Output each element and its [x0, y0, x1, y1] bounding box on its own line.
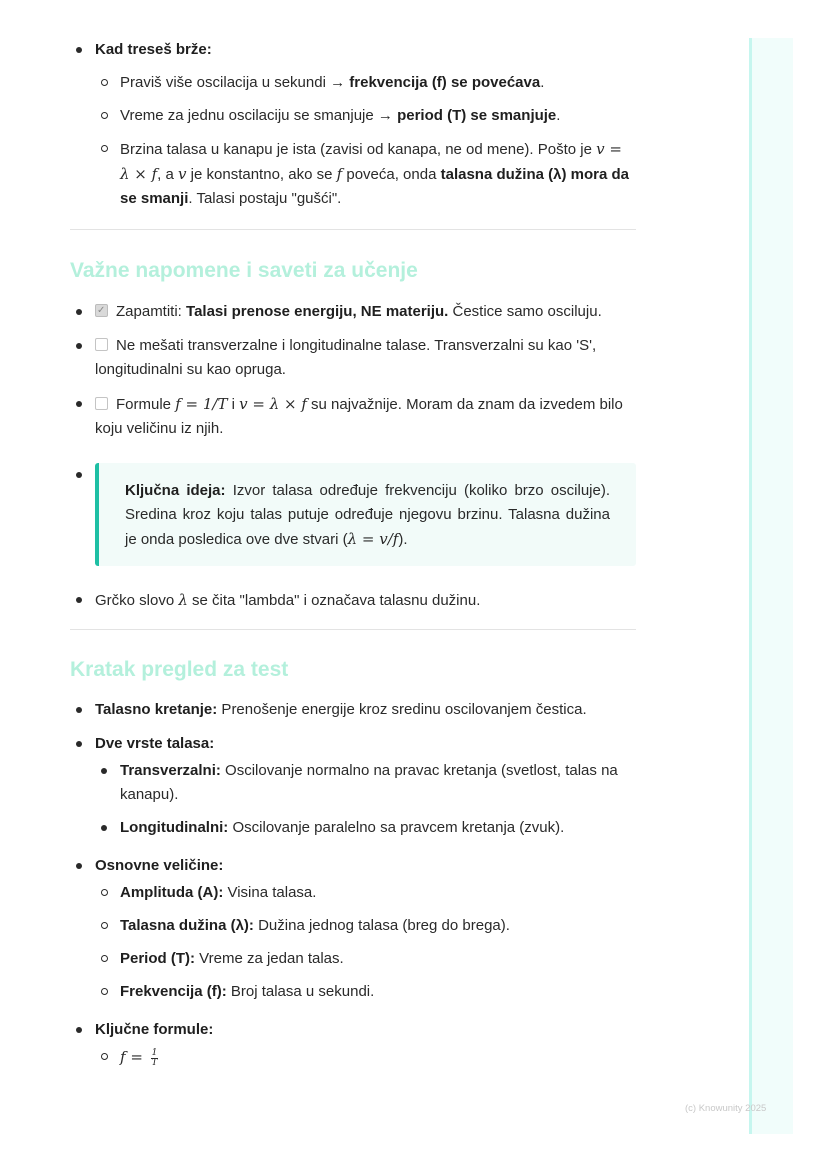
- list-item: Period (T): Vreme za jedan talas.: [95, 947, 636, 971]
- list-item: Ne mešati transverzalne i longitudinalne talase. Transverzalni su kao 'S', longitudinalni su kao opruga.: [70, 334, 636, 382]
- list-item: Vreme za jednu oscilaciju se smanjuje → period (T) se smanjuje.: [95, 104, 636, 128]
- section-heading-review: Kratak pregled za test: [70, 658, 289, 681]
- formula: v = λ × f: [120, 140, 622, 183]
- checkbox-unchecked[interactable]: [95, 338, 108, 351]
- notes-list: [70, 300, 636, 613]
- list-item: Ključne formule: f = $\frac{1}{T}$: [70, 1018, 636, 1070]
- list-item: Osnovne veličine: Amplituda (A): Visina talasa. Talasna dužina (λ): Dužina jednog talasa (breg do brega). Period (T): Vreme za jedan talas. Frekvencija (f): Broj talasa u sekundi.: [70, 854, 636, 1004]
- list-item: [70, 38, 636, 211]
- section-divider: [70, 229, 636, 230]
- list-item: [70, 463, 636, 566]
- list-item: Amplituda (A): Visina talasa.: [95, 881, 636, 905]
- section-heading-notes: Važne napomene i saveti za učenje: [70, 259, 418, 282]
- list-item-title: Kad treseš brže:: [95, 41, 212, 58]
- list-item: Talasna dužina (λ): Dužina jednog talasa (breg do brega).: [95, 914, 636, 938]
- copyright-footer: (c) Knowunity 2025: [685, 1103, 767, 1114]
- list-item: ✓Zapamtiti: Talasi prenose energiju, NE materiju. Čestice samo osciluju.: [70, 300, 636, 324]
- fraction: $\frac{1}{T}$: [151, 1047, 158, 1068]
- list-item: Longitudinalni: Oscilovanje paralelno sa pravcem kretanja (zvuk).: [95, 816, 636, 840]
- shake-faster-list: [70, 38, 636, 211]
- key-idea-callout: Ključna ideja: Izvor talasa određuje frekvenciju (koliko brzo osciluje). Sredina kroz koju talas putuje određuje njegovu brzinu. Talasna dužina je onda posledica ove dve stvari (λ = v/f).: [95, 463, 636, 566]
- page-side-bar: [749, 38, 793, 1134]
- section-divider: [70, 629, 636, 630]
- list-item: f = $\frac{1}{T}$: [95, 1045, 636, 1070]
- list-item: Grčko slovo λ se čita "lambda" i označava talasnu dužinu.: [70, 588, 636, 613]
- document-content: [70, 38, 636, 1078]
- checkbox-unchecked[interactable]: [95, 397, 108, 410]
- list-item: Dve vrste talasa: Transverzalni: Oscilovanje normalno na pravac kretanja (svetlost, talas na kanapu). Longitudinalni: Oscilovanje paralelno sa pravcem kretanja (zvuk).: [70, 732, 636, 840]
- list-item: Formule f = 1/T i v = λ × f su najvažnije. Moram da znam da izvedem bilo koju veličinu iz njih.: [70, 392, 636, 441]
- list-item: Transverzalni: Oscilovanje normalno na pravac kretanja (svetlost, talas na kanapu).: [95, 759, 636, 807]
- review-list: [70, 698, 636, 1070]
- list-item: Talasno kretanje: Prenošenje energije kroz sredinu oscilovanjem čestica.: [70, 698, 636, 722]
- checkbox-checked[interactable]: [95, 304, 108, 317]
- list-item: Praviš više oscilacija u sekundi → frekvencija (f) se povećava.: [95, 71, 636, 95]
- list-item: Brzina talasa u kanapu je ista (zavisi od kanapa, ne od mene). Pošto je v = λ × f, a v je konstantno, ako se f poveća, onda talasna dužina (λ) mora da se smanji. Talasi postaju "gušći".: [95, 137, 636, 211]
- list-item: Frekvencija (f): Broj talasa u sekundi.: [95, 980, 636, 1004]
